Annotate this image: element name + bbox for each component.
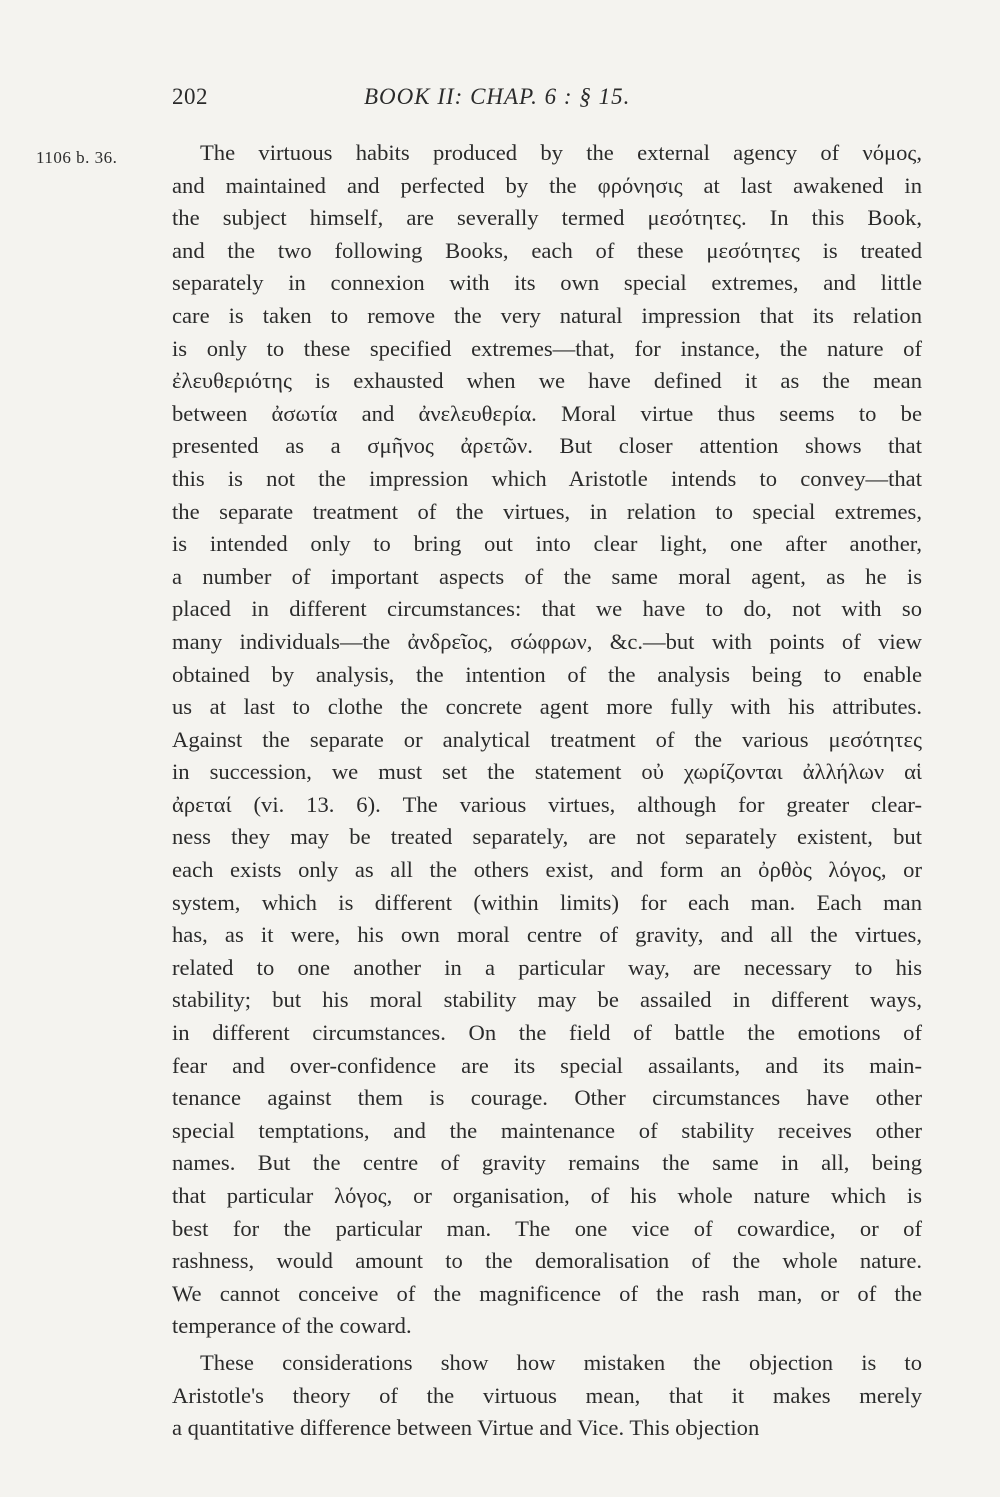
text-line: obtained by analysis, the intention of the analysis being to enable bbox=[172, 661, 922, 687]
text-line: that particular λόγος, or organisation, of his whole nature which is bbox=[172, 1183, 922, 1208]
text-line: ἀρεταί (vi. 13. 6). The various virtues, although for greater clear- bbox=[172, 791, 922, 817]
text-line: fear and over-confidence are its special assailants, and its main- bbox=[172, 1052, 922, 1078]
text-line: the separate treatment of the virtues, in relation to special extremes, bbox=[172, 498, 922, 524]
text-line: temperance of the coward. bbox=[172, 1313, 412, 1339]
text-line: each exists only as all the others exist, and form an ὀρθὸς λόγος, or bbox=[172, 857, 922, 883]
text-line: system, which is different (within limits) for each man. Each man bbox=[172, 889, 922, 915]
text-line: between ἀσωτία and ἀνελευθερία. Moral virtue thus seems to be bbox=[172, 400, 922, 426]
text-line: best for the particular man. The one vice of cowardice, or of bbox=[172, 1215, 922, 1241]
text-line: stability; but his moral stability may be assailed in different ways, bbox=[172, 987, 922, 1013]
text-line: rashness, would amount to the demoralisation of the whole nature. bbox=[172, 1248, 922, 1274]
text-line: many individuals—the ἀνδρεῖος, σώφρων, &c.—but with points of view bbox=[172, 628, 922, 654]
text-line: is intended only to bring out into clear light, one after another, bbox=[172, 531, 922, 557]
text-line: ἐλευθεριότης is exhausted when we have defined it as the mean bbox=[172, 368, 922, 394]
running-head bbox=[172, 84, 922, 120]
body-text bbox=[172, 137, 922, 1445]
text-line: care is taken to remove the very natural impression that its relation bbox=[172, 302, 922, 328]
text-line: These considerations show how mistaken the objection is to bbox=[200, 1349, 922, 1375]
text-line: us at last to clothe the concrete agent more fully with his attributes. bbox=[172, 694, 922, 720]
text-line: this is not the impression which Aristotle intends to convey—that bbox=[172, 465, 922, 491]
text-line: ness they may be treated separately, are not separately existent, but bbox=[172, 824, 922, 850]
text-line: names. But the centre of gravity remains the same in all, being bbox=[172, 1150, 922, 1176]
text-line: is only to these specified extremes—that, for instance, the nature of bbox=[172, 335, 922, 361]
text-line: presented as a σμῆνος ἀρετῶν. But closer attention shows that bbox=[172, 433, 922, 459]
text-line: The virtuous habits produced by the external agency of νόμος, bbox=[200, 140, 922, 165]
text-line: in succession, we must set the statement οὐ χωρίζονται ἀλλήλων αἱ bbox=[172, 759, 922, 785]
text-line: tenance against them is courage. Other circumstances have other bbox=[172, 1085, 922, 1111]
text-line: and the two following Books, each of these μεσότητες is treated bbox=[172, 237, 922, 263]
text-line: in different circumstances. On the field of battle the emotions of bbox=[172, 1020, 922, 1046]
text-line: We cannot conceive of the magnificence of the rash man, or of the bbox=[172, 1280, 922, 1306]
text-line: has, as it were, his own moral centre of gravity, and all the virtues, bbox=[172, 922, 922, 948]
page-number: 202 bbox=[172, 84, 208, 109]
text-line: placed in different circumstances: that we have to do, not with so bbox=[172, 596, 922, 622]
margin-reference: 1106 b. 36. bbox=[36, 148, 118, 167]
paragraph-1 bbox=[172, 137, 922, 1343]
text-line: the subject himself, are severally termed μεσότητες. In this Book, bbox=[172, 205, 922, 231]
paragraph-2 bbox=[172, 1347, 922, 1445]
text-line: special temptations, and the maintenance of stability receives other bbox=[172, 1117, 922, 1143]
text-line: a number of important aspects of the same moral agent, as he is bbox=[172, 563, 922, 589]
text-line: Against the separate or analytical treatment of the various μεσότητες bbox=[172, 726, 922, 752]
chapter-heading: BOOK II: CHAP. 6 : § 15. bbox=[364, 84, 631, 109]
text-line: a quantitative difference between Virtue and Vice. This objection bbox=[172, 1415, 760, 1441]
text-line: and maintained and perfected by the φρόνησις at last awakened in bbox=[172, 172, 922, 198]
text-line: related to one another in a particular way, are necessary to his bbox=[172, 954, 922, 980]
text-line: Aristotle's theory of the virtuous mean, that it makes merely bbox=[172, 1382, 922, 1408]
text-line: separately in connexion with its own special extremes, and little bbox=[172, 270, 922, 296]
